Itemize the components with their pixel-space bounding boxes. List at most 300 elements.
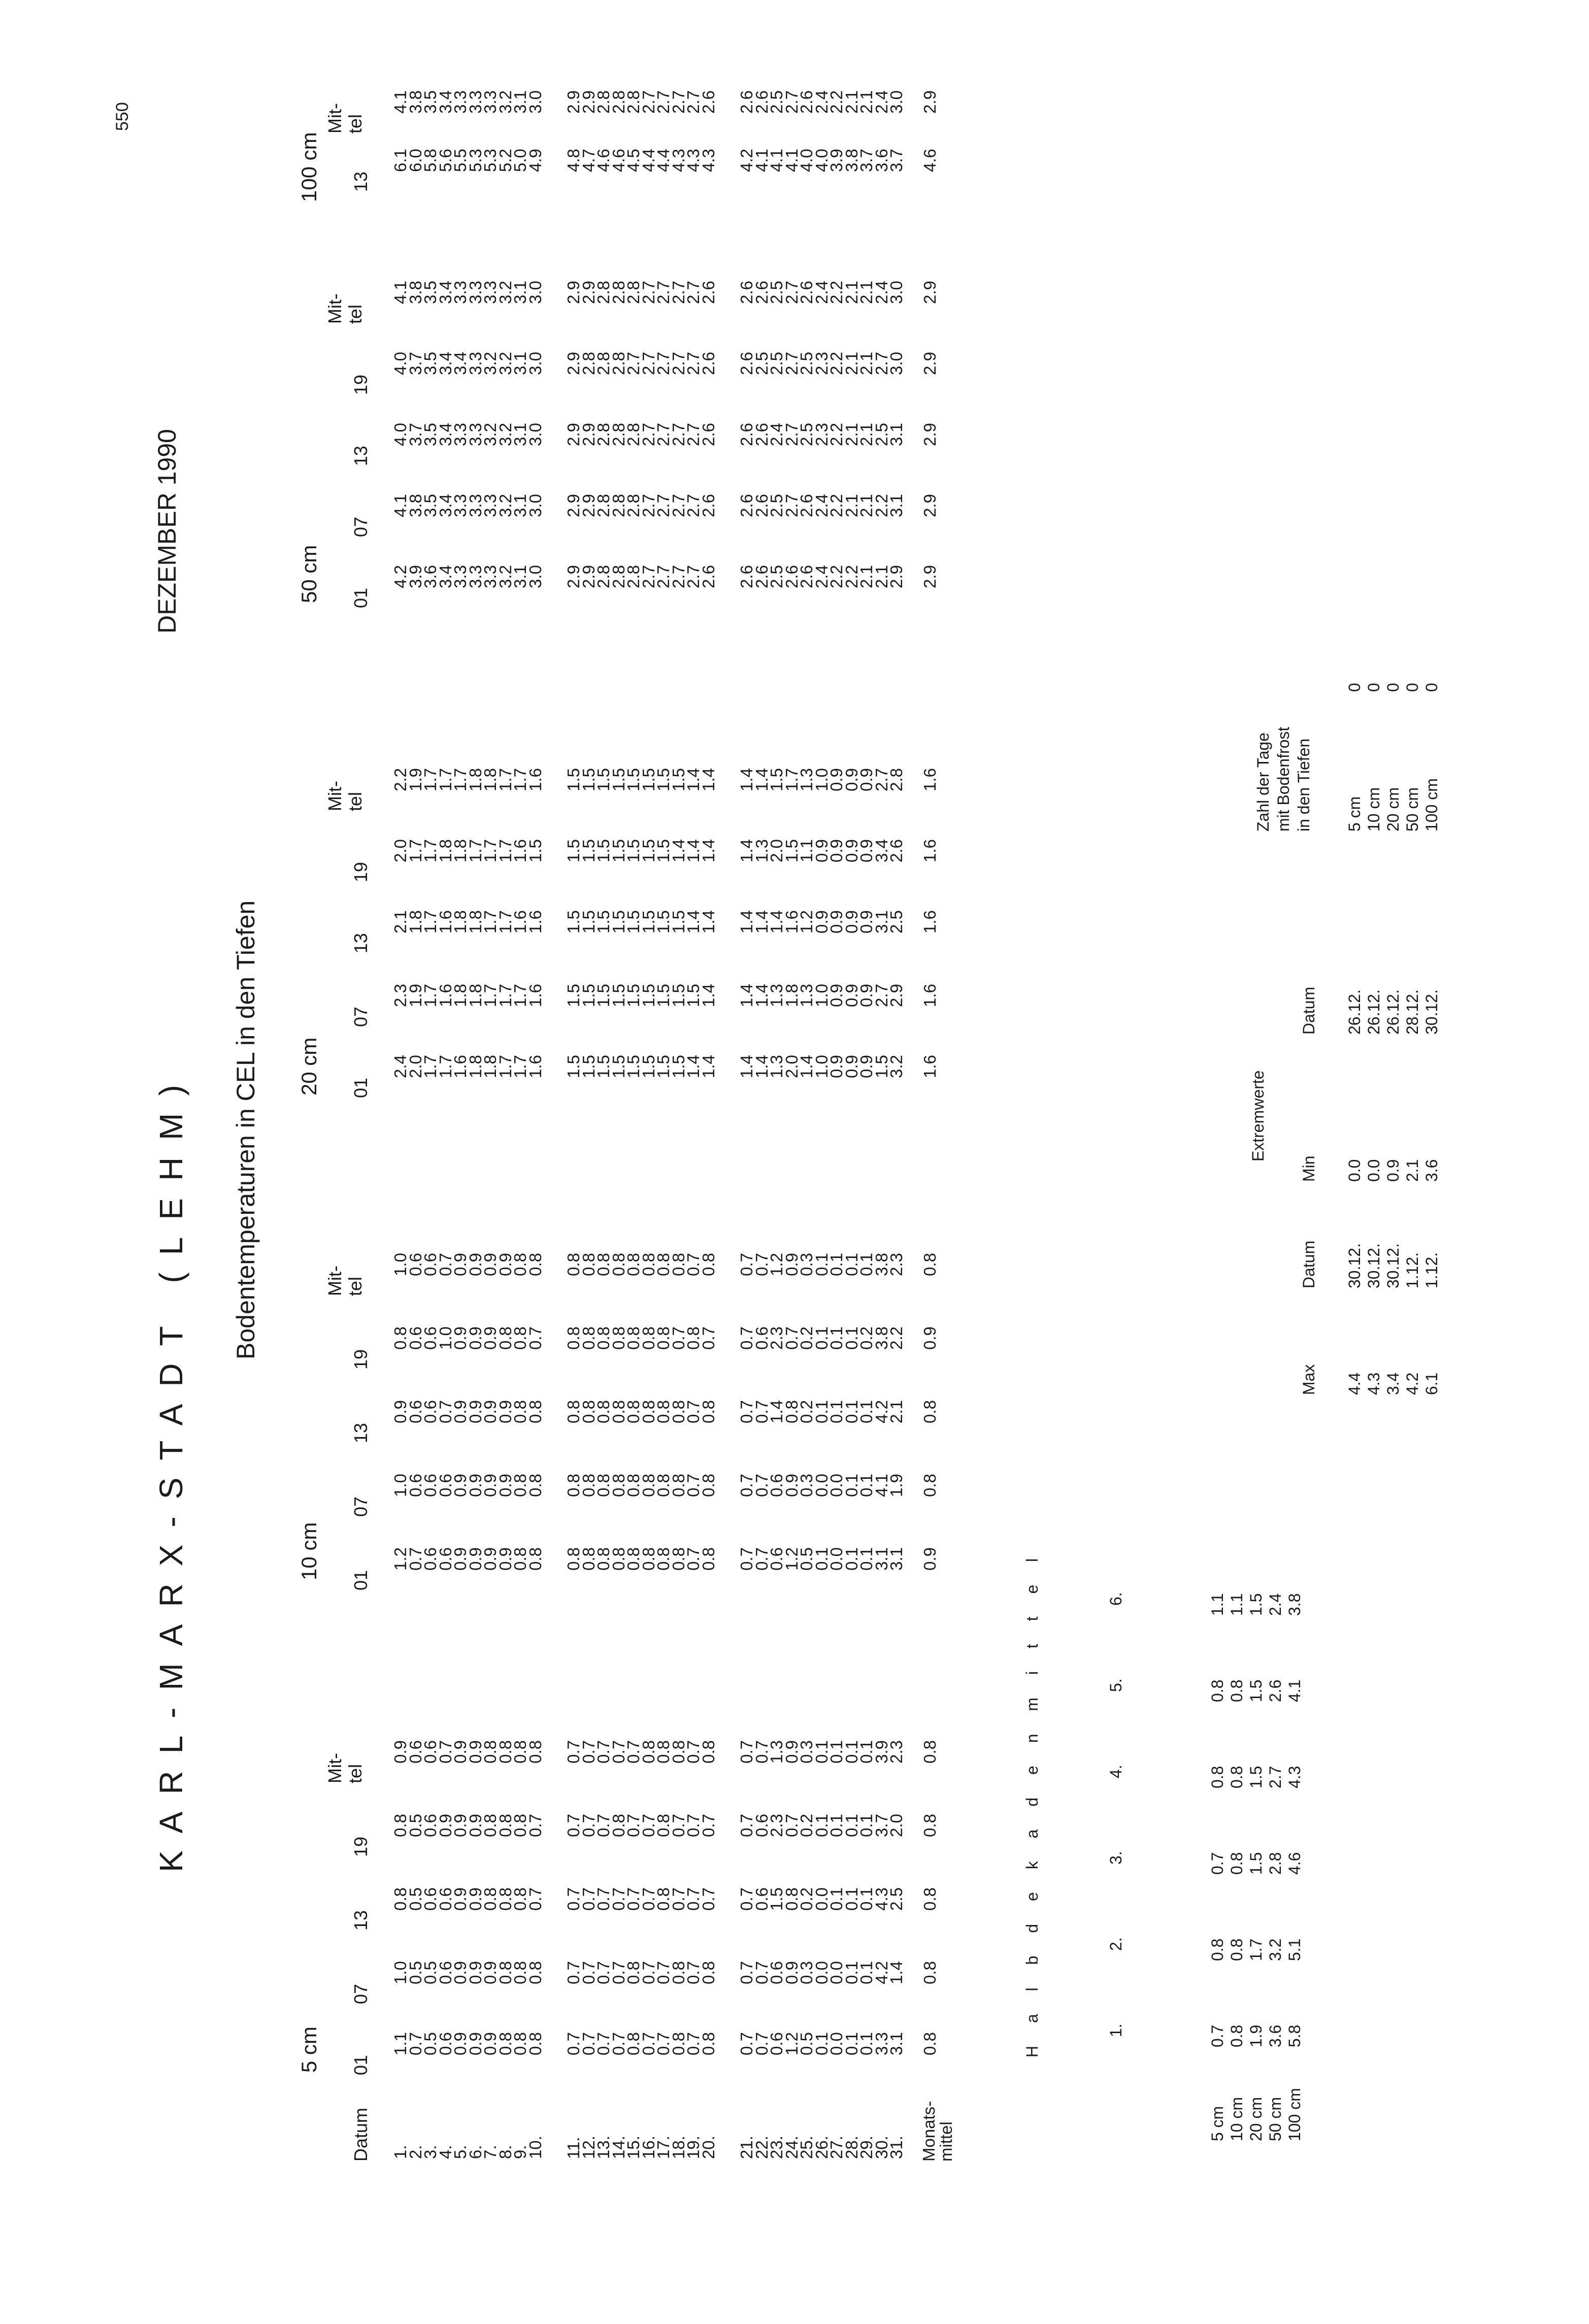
depth-header-10cm: 10 cm — [297, 1522, 321, 1580]
value-cell: 0.9 — [451, 1253, 470, 1276]
value-cell: 0.1 — [842, 1326, 861, 1350]
value-cell: 0.7 — [406, 1547, 425, 1571]
depth-header-50cm: 50 cm — [297, 545, 321, 603]
value-cell: 0.7 — [609, 1740, 628, 1764]
value-cell: 0.6 — [406, 1400, 425, 1423]
value-cell: 0.7 — [525, 1814, 545, 1837]
value-cell: 5.0 — [511, 149, 529, 172]
value-cell: 2.9 — [564, 494, 583, 517]
value-cell: 4.0 — [391, 423, 410, 446]
value-cell: 2.6 — [737, 281, 756, 304]
value-cell: 1.3 — [767, 1740, 786, 1764]
value-cell: 0.8 — [511, 1474, 529, 1497]
value-cell: 0.7 — [579, 2032, 598, 2055]
date-cell: 19. — [684, 2136, 703, 2159]
value-cell: 2.7 — [639, 90, 658, 114]
value-cell: 3.1 — [887, 494, 906, 517]
value-cell: 2.6 — [797, 281, 816, 304]
date-cell: 28. — [842, 2136, 861, 2159]
extremwerte-header: Datum — [1300, 1240, 1318, 1288]
value-cell: 0.8 — [579, 1474, 598, 1497]
value-cell: 0.8 — [564, 1400, 583, 1423]
value-cell: 3.2 — [495, 281, 515, 304]
value-cell: 0.8 — [669, 1740, 688, 1764]
halbdekaden-value: 1.5 — [1247, 1852, 1265, 1875]
value-cell: 0.8 — [579, 1326, 598, 1350]
value-cell: 0.9 — [466, 1547, 485, 1571]
value-cell: 0.8 — [639, 1474, 658, 1497]
value-cell: 0.7 — [752, 1547, 771, 1571]
value-cell: 0.6 — [436, 1961, 455, 1984]
value-cell: 3.2 — [495, 423, 515, 446]
value-cell: 0.7 — [737, 1887, 756, 1911]
value-cell: 2.8 — [609, 494, 628, 517]
value-cell: 2.9 — [564, 90, 583, 114]
value-cell: 0.8 — [511, 1887, 529, 1911]
value-cell: 2.8 — [609, 565, 628, 588]
value-cell: 0.1 — [842, 1400, 861, 1423]
value-cell: 1.5 — [594, 768, 613, 791]
halbdekaden-value: 3.6 — [1266, 2024, 1284, 2047]
page-number: 550 — [113, 102, 132, 131]
value-cell: 0.1 — [857, 1547, 876, 1571]
value-cell: 0.7 — [782, 1814, 801, 1837]
value-cell: 2.2 — [827, 565, 846, 588]
value-cell: 1.7 — [495, 768, 515, 791]
monthly-mean-cell: 1.6 — [920, 910, 939, 934]
value-cell: 1.5 — [579, 1055, 598, 1078]
value-cell: 0.8 — [525, 1961, 545, 1984]
value-cell: 1.5 — [579, 839, 598, 862]
value-cell: 0.6 — [767, 1961, 786, 1984]
sub-header-d50_07: 07 — [350, 516, 371, 537]
value-cell: 0.9 — [451, 1814, 470, 1837]
value-cell: 1.5 — [684, 984, 703, 1007]
value-cell: 3.8 — [406, 281, 425, 304]
value-cell: 0.1 — [827, 1740, 846, 1764]
date-cell: 4. — [436, 2145, 455, 2159]
value-cell: 0.9 — [466, 1887, 485, 1911]
value-cell: 3.3 — [451, 565, 470, 588]
value-cell: 1.4 — [752, 984, 771, 1007]
value-cell: 1.7 — [481, 984, 500, 1007]
value-cell: 0.2 — [797, 1400, 816, 1423]
extremwerte-value: 3.4 — [1384, 1372, 1402, 1395]
value-cell: 1.1 — [391, 2032, 410, 2055]
value-cell: 0.7 — [684, 1474, 703, 1497]
value-cell: 4.0 — [391, 352, 410, 375]
value-cell: 2.7 — [782, 494, 801, 517]
value-cell: 0.9 — [481, 1253, 500, 1276]
value-cell: 2.7 — [872, 984, 891, 1007]
value-cell: 0.8 — [579, 1253, 598, 1276]
value-cell: 1.0 — [391, 1961, 410, 1984]
value-cell: 1.7 — [495, 1055, 515, 1078]
value-cell: 3.7 — [406, 352, 425, 375]
value-cell: 3.7 — [887, 149, 906, 172]
extremwerte-value: 28.12. — [1403, 989, 1421, 1035]
value-cell: 1.4 — [767, 910, 786, 934]
value-cell: 1.8 — [451, 910, 470, 934]
value-cell: 0.7 — [684, 1961, 703, 1984]
value-cell: 0.9 — [857, 1055, 876, 1078]
value-cell: 3.9 — [406, 565, 425, 588]
sub-header-d5_m: Mit-tel — [324, 1753, 366, 1783]
value-cell: 0.8 — [481, 1814, 500, 1837]
value-cell: 4.4 — [639, 149, 658, 172]
value-cell: 0.1 — [842, 1474, 861, 1497]
value-cell: 1.4 — [699, 1055, 718, 1078]
halbdekaden-value: 5.1 — [1285, 1938, 1304, 1961]
value-cell: 3.5 — [421, 352, 440, 375]
value-cell: 1.2 — [767, 1253, 786, 1276]
value-cell: 1.5 — [654, 910, 673, 934]
value-cell: 0.7 — [639, 1814, 658, 1837]
value-cell: 1.5 — [639, 984, 658, 1007]
value-cell: 0.3 — [797, 1961, 816, 1984]
value-cell: 1.4 — [737, 839, 756, 862]
value-cell: 2.8 — [594, 281, 613, 304]
value-cell: 5.2 — [495, 149, 515, 172]
value-cell: 1.5 — [564, 984, 583, 1007]
value-cell: 0.7 — [609, 1887, 628, 1911]
value-cell: 1.8 — [782, 984, 801, 1007]
value-cell: 0.9 — [495, 1253, 515, 1276]
value-cell: 2.7 — [669, 352, 688, 375]
value-cell: 4.1 — [391, 90, 410, 114]
value-cell: 0.8 — [624, 2032, 643, 2055]
value-cell: 2.6 — [737, 90, 756, 114]
value-cell: 3.4 — [436, 352, 455, 375]
value-cell: 0.8 — [525, 1547, 545, 1571]
value-cell: 0.9 — [827, 839, 846, 862]
value-cell: 0.6 — [752, 1814, 771, 1837]
value-cell: 1.7 — [495, 910, 515, 934]
value-cell: 1.8 — [406, 910, 425, 934]
value-cell: 4.7 — [579, 149, 598, 172]
value-cell: 0.9 — [466, 1740, 485, 1764]
value-cell: 2.0 — [391, 839, 410, 862]
halbdekaden-value: 0.8 — [1228, 2024, 1246, 2047]
value-cell: 2.6 — [782, 565, 801, 588]
value-cell: 3.1 — [511, 281, 529, 304]
value-cell: 0.8 — [782, 1887, 801, 1911]
value-cell: 0.1 — [842, 1547, 861, 1571]
value-cell: 0.9 — [451, 1961, 470, 1984]
value-cell: 2.7 — [654, 352, 673, 375]
value-cell: 0.0 — [812, 1474, 831, 1497]
value-cell: 0.9 — [857, 984, 876, 1007]
value-cell: 0.1 — [857, 1253, 876, 1276]
value-cell: 0.5 — [797, 2032, 816, 2055]
value-cell: 0.8 — [391, 1887, 410, 1911]
value-cell: 2.5 — [797, 423, 816, 446]
value-cell: 1.5 — [639, 1055, 658, 1078]
value-cell: 0.7 — [624, 1740, 643, 1764]
value-cell: 1.7 — [436, 768, 455, 791]
monthly-mean-cell: 0.8 — [920, 1961, 939, 1984]
monthly-mean-cell: 1.6 — [920, 1055, 939, 1078]
value-cell: 3.2 — [481, 352, 500, 375]
monthly-mean-cell: 0.9 — [920, 1547, 939, 1571]
value-cell: 2.8 — [609, 281, 628, 304]
value-cell: 3.0 — [887, 281, 906, 304]
value-cell: 2.9 — [579, 494, 598, 517]
value-cell: 0.8 — [525, 2032, 545, 2055]
value-cell: 0.8 — [654, 1740, 673, 1764]
halbdekaden-value: 1.1 — [1208, 1593, 1227, 1616]
value-cell: 2.1 — [842, 423, 861, 446]
monthly-mean-cell: 1.6 — [920, 984, 939, 1007]
halbdekaden-value: 0.8 — [1208, 1679, 1227, 1702]
value-cell: 3.4 — [436, 494, 455, 517]
value-cell: 0.8 — [579, 1547, 598, 1571]
value-cell: 0.8 — [669, 2032, 688, 2055]
value-cell: 0.7 — [699, 1326, 718, 1350]
value-cell: 0.6 — [406, 1740, 425, 1764]
value-cell: 0.9 — [481, 1961, 500, 1984]
value-cell: 0.9 — [782, 1474, 801, 1497]
value-cell: 1.5 — [564, 839, 583, 862]
page-title: KARL-MARX-STADT (LEHM) — [153, 1068, 189, 1872]
value-cell: 1.2 — [797, 910, 816, 934]
value-cell: 3.3 — [466, 352, 485, 375]
value-cell: 0.9 — [466, 1253, 485, 1276]
value-cell: 0.8 — [654, 1253, 673, 1276]
value-cell: 0.1 — [827, 1887, 846, 1911]
value-cell: 1.6 — [511, 839, 529, 862]
value-cell: 2.7 — [639, 423, 658, 446]
value-cell: 1.7 — [436, 1055, 455, 1078]
value-cell: 1.4 — [699, 910, 718, 934]
value-cell: 0.7 — [737, 1961, 756, 1984]
value-cell: 3.1 — [872, 910, 891, 934]
value-cell: 1.5 — [669, 984, 688, 1007]
bodenfrost-depth-label: 5 cm — [1345, 796, 1364, 832]
value-cell: 1.5 — [654, 1055, 673, 1078]
value-cell: 5.6 — [436, 149, 455, 172]
value-cell: 3.1 — [887, 1547, 906, 1571]
value-cell: 1.5 — [564, 768, 583, 791]
value-cell: 0.7 — [564, 1814, 583, 1837]
value-cell: 0.3 — [797, 1253, 816, 1276]
value-cell: 1.5 — [654, 839, 673, 862]
sub-header-d20_19: 19 — [350, 861, 371, 882]
value-cell: 3.1 — [511, 565, 529, 588]
value-cell: 1.5 — [609, 768, 628, 791]
value-cell: 2.8 — [624, 90, 643, 114]
value-cell: 1.8 — [481, 1055, 500, 1078]
value-cell: 0.8 — [609, 1253, 628, 1276]
value-cell: 0.9 — [782, 1253, 801, 1276]
value-cell: 5.8 — [421, 149, 440, 172]
value-cell: 4.6 — [609, 149, 628, 172]
date-cell: 13. — [594, 2136, 613, 2159]
value-cell: 0.8 — [624, 1253, 643, 1276]
value-cell: 2.2 — [391, 768, 410, 791]
value-cell: 2.1 — [842, 90, 861, 114]
value-cell: 0.7 — [564, 1740, 583, 1764]
value-cell: 0.8 — [654, 1547, 673, 1571]
halbdekaden-value: 3.8 — [1285, 1593, 1304, 1616]
value-cell: 1.4 — [684, 839, 703, 862]
value-cell: 2.1 — [872, 565, 891, 588]
value-cell: 3.2 — [495, 90, 515, 114]
value-cell: 2.1 — [857, 494, 876, 517]
bodenfrost-depth-label: 10 cm — [1365, 787, 1383, 832]
value-cell: 2.5 — [767, 494, 786, 517]
value-cell: 0.9 — [451, 1547, 470, 1571]
value-cell: 2.6 — [699, 423, 718, 446]
extremwerte-value: 26.12. — [1384, 989, 1402, 1035]
value-cell: 1.7 — [511, 984, 529, 1007]
value-cell: 0.7 — [564, 2032, 583, 2055]
value-cell: 0.7 — [579, 1887, 598, 1911]
value-cell: 0.7 — [684, 2032, 703, 2055]
value-cell: 1.7 — [481, 839, 500, 862]
value-cell: 0.8 — [511, 1814, 529, 1837]
monthly-mean-cell: 0.8 — [920, 1887, 939, 1911]
value-cell: 2.8 — [594, 90, 613, 114]
value-cell: 0.6 — [421, 1814, 440, 1837]
value-cell: 0.8 — [699, 1961, 718, 1984]
date-cell: 14. — [609, 2136, 628, 2159]
value-cell: 4.1 — [391, 494, 410, 517]
extremwerte-value: 6.1 — [1422, 1372, 1441, 1395]
value-cell: 0.7 — [594, 1740, 613, 1764]
value-cell: 1.5 — [594, 910, 613, 934]
halbdekaden-value: 1.9 — [1247, 2024, 1265, 2047]
value-cell: 4.8 — [564, 149, 583, 172]
value-cell: 3.5 — [421, 494, 440, 517]
extremwerte-header: Max — [1300, 1364, 1318, 1395]
halbdekaden-value: 0.8 — [1228, 1938, 1246, 1961]
value-cell: 0.9 — [495, 1547, 515, 1571]
value-cell: 0.8 — [525, 1253, 545, 1276]
value-cell: 2.8 — [579, 352, 598, 375]
halbdekaden-header: 1. — [1107, 2023, 1125, 2037]
value-cell: 2.7 — [654, 494, 673, 517]
value-cell: 4.3 — [699, 149, 718, 172]
value-cell: 2.7 — [654, 281, 673, 304]
halbdekaden-value: 4.3 — [1285, 1766, 1304, 1788]
value-cell: 0.9 — [466, 1474, 485, 1497]
halbdekaden-value: 3.2 — [1266, 1938, 1284, 1961]
value-cell: 0.8 — [481, 1887, 500, 1911]
value-cell: 2.5 — [887, 910, 906, 934]
value-cell: 1.7 — [421, 984, 440, 1007]
value-cell: 3.6 — [421, 565, 440, 588]
value-cell: 2.1 — [857, 565, 876, 588]
value-cell: 0.7 — [594, 1961, 613, 1984]
value-cell: 0.9 — [827, 768, 846, 791]
value-cell: 4.2 — [872, 1400, 891, 1423]
value-cell: 0.9 — [466, 1400, 485, 1423]
value-cell: 3.9 — [872, 1740, 891, 1764]
value-cell: 2.9 — [579, 565, 598, 588]
monthly-mean-cell: 2.9 — [920, 565, 939, 588]
value-cell: 1.5 — [624, 839, 643, 862]
halbdekaden-header: 2. — [1107, 1937, 1125, 1951]
value-cell: 0.7 — [752, 1961, 771, 1984]
value-cell: 0.7 — [594, 2032, 613, 2055]
value-cell: 0.9 — [842, 768, 861, 791]
value-cell: 2.7 — [684, 90, 703, 114]
value-cell: 1.4 — [752, 910, 771, 934]
value-cell: 0.2 — [797, 1814, 816, 1837]
value-cell: 4.2 — [391, 565, 410, 588]
value-cell: 1.1 — [797, 839, 816, 862]
value-cell: 0.7 — [684, 1253, 703, 1276]
value-cell: 0.8 — [594, 1474, 613, 1497]
value-cell: 1.3 — [767, 1055, 786, 1078]
value-cell: 0.8 — [495, 2032, 515, 2055]
halbdekaden-value: 1.1 — [1228, 1593, 1246, 1616]
value-cell: 0.0 — [827, 1961, 846, 1984]
value-cell: 0.2 — [797, 1326, 816, 1350]
value-cell: 0.8 — [594, 1326, 613, 1350]
value-cell: 2.6 — [752, 494, 771, 517]
value-cell: 0.7 — [752, 1474, 771, 1497]
value-cell: 0.5 — [406, 1887, 425, 1911]
value-cell: 2.5 — [872, 423, 891, 446]
value-cell: 3.0 — [525, 90, 545, 114]
value-cell: 3.0 — [525, 423, 545, 446]
sub-header-d50_m: Mit-tel — [324, 293, 366, 324]
value-cell: 0.9 — [481, 1474, 500, 1497]
value-cell: 0.5 — [421, 1961, 440, 1984]
date-cell: 10. — [525, 2136, 545, 2159]
value-cell: 0.9 — [827, 1055, 846, 1078]
value-cell: 0.0 — [827, 1547, 846, 1571]
value-cell: 2.6 — [752, 423, 771, 446]
value-cell: 0.8 — [654, 1887, 673, 1911]
value-cell: 2.0 — [406, 1055, 425, 1078]
value-cell: 0.8 — [669, 1961, 688, 1984]
date-cell: 17. — [654, 2136, 673, 2159]
value-cell: 3.3 — [451, 494, 470, 517]
value-cell: 2.7 — [669, 494, 688, 517]
value-cell: 0.7 — [684, 1400, 703, 1423]
date-cell: 26. — [812, 2136, 831, 2159]
date-cell: 24. — [782, 2136, 801, 2159]
value-cell: 0.6 — [767, 1474, 786, 1497]
value-cell: 0.9 — [451, 1740, 470, 1764]
halbdekaden-depth-label: 10 cm — [1228, 2097, 1246, 2141]
value-cell: 0.8 — [525, 1740, 545, 1764]
value-cell: 2.9 — [564, 423, 583, 446]
halbdekaden-value: 0.8 — [1228, 1852, 1246, 1875]
date-cell: 31. — [887, 2136, 906, 2159]
value-cell: 0.8 — [609, 1474, 628, 1497]
value-cell: 0.7 — [654, 2032, 673, 2055]
extremwerte-value: 2.1 — [1403, 1159, 1421, 1182]
value-cell: 0.8 — [594, 1253, 613, 1276]
value-cell: 0.8 — [699, 1253, 718, 1276]
value-cell: 0.9 — [391, 1400, 410, 1423]
value-cell: 0.7 — [639, 1887, 658, 1911]
value-cell: 1.2 — [782, 2032, 801, 2055]
value-cell: 1.2 — [391, 1547, 410, 1571]
value-cell: 0.8 — [481, 1740, 500, 1764]
bodenfrost-count: 0 — [1365, 683, 1383, 692]
halbdekaden-value: 0.8 — [1208, 1938, 1227, 1961]
value-cell: 0.9 — [451, 2032, 470, 2055]
value-cell: 2.7 — [669, 281, 688, 304]
value-cell: 1.6 — [525, 910, 545, 934]
value-cell: 0.2 — [797, 1887, 816, 1911]
value-cell: 1.4 — [737, 910, 756, 934]
